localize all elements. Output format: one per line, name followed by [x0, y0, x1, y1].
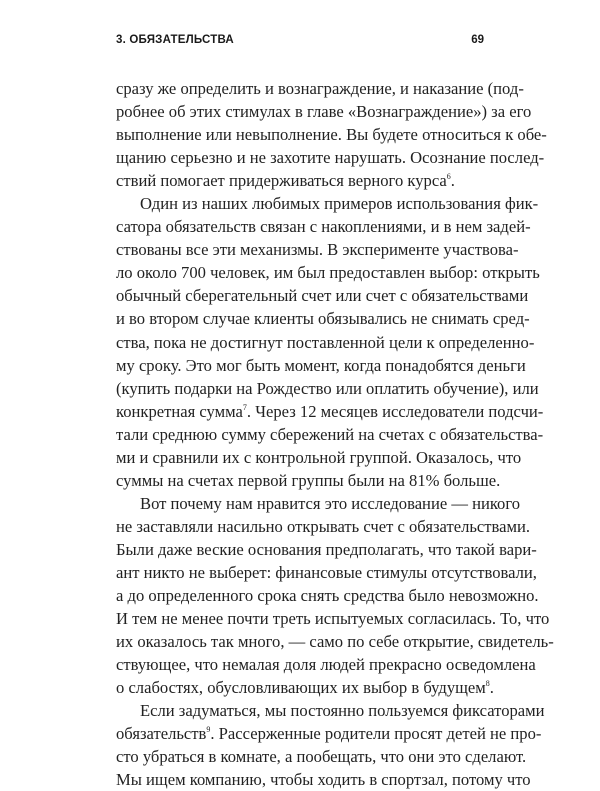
text-line: му сроку. Это мог быть момент, когда понадобятся деньги [116, 355, 526, 375]
text-line: и во втором случае клиенты обязывались не снимать сред- [116, 309, 530, 329]
page-number: 69 [471, 34, 484, 46]
text-line: Мы ищем компанию, чтобы ходить в спортзал, потому что [116, 770, 531, 790]
footnote-ref: 6 [446, 172, 451, 182]
footnote-ref: 7 [242, 402, 247, 412]
text-line: тали среднюю сумму сбережений на счетах с обязательства- [116, 424, 544, 444]
text-line: а до определенного срока снять средства было невозможно. [116, 586, 539, 606]
text-line: выполнение или невыполнение. Вы будете относиться к обе- [116, 125, 547, 145]
body-text [116, 77, 554, 791]
text-line: ло около 700 человек, им был предоставлен выбор: открыть [116, 263, 540, 283]
text-line: сатора обязательств связан с накоплениями, и в нем задей- [116, 217, 531, 237]
text-line: сто убраться в комнате, а пообещать, что они это сделают. [116, 747, 527, 767]
text-line: ствованы все эти механизмы. В эксперименте участвова- [116, 240, 519, 260]
text-line: не заставляли насильно открывать счет с обязательствами. [116, 516, 531, 536]
text-line: Один из наших любимых примеров использования фик- [140, 194, 539, 214]
text-line: обычный сберегательный счет или счет с обязательствами [116, 286, 529, 306]
text-line: сразу же определить и вознаграждение, и наказание (под- [116, 79, 524, 98]
text-line: щанию серьезно и не захотите нарушать. Осознание послед- [116, 148, 545, 168]
text-line: ства, пока не достигнут поставленной цели к определенно- [116, 332, 535, 352]
text-line: ствующее, что немалая доля людей прекрасно осведомлена [116, 655, 536, 675]
text-line: ми и сравнили их с контрольной группой. Оказалось, что [116, 447, 522, 467]
text-line: суммы на счетах первой группы были на 81% больше. [116, 470, 501, 490]
running-header [116, 34, 484, 54]
text-line: (купить подарки на Рождество или оплатить обучение), или [116, 378, 539, 398]
text-line: Если задуматься, мы постоянно пользуемся фиксаторами [140, 701, 545, 721]
text-line: ант никто не выберет: финансовые стимулы отсутствовали, [116, 562, 537, 582]
chapter-title: 3. ОБЯЗАТЕЛЬСТВА [116, 34, 234, 46]
text-line: робнее об этих стимулах в главе «Вознаграждение») за его [116, 102, 532, 122]
text-line: И тем не менее почти треть испытуемых согласилась. То, что [116, 609, 550, 629]
text-line: ствий помогает придерживаться верного курса$^6$. [116, 171, 455, 191]
text-line: обязательств$^9$. Рассерженные родители просят детей не про- [116, 724, 542, 744]
footnote-ref: 9 [206, 725, 211, 735]
text-line: их оказалось так много, — само по себе открытие, свидетель- [116, 632, 554, 652]
text-line: Вот почему нам нравится это исследование — никого [140, 493, 521, 513]
footnote-ref: 8 [485, 679, 490, 689]
text-line: о слабостях, обусловливающих их выбор в будущем$^8$. [116, 678, 494, 698]
text-line: Были даже веские основания предполагать, что такой вари- [116, 539, 537, 559]
text-line: конкретная сумма$^7$. Через 12 месяцев исследователи подсчи- [116, 401, 544, 421]
